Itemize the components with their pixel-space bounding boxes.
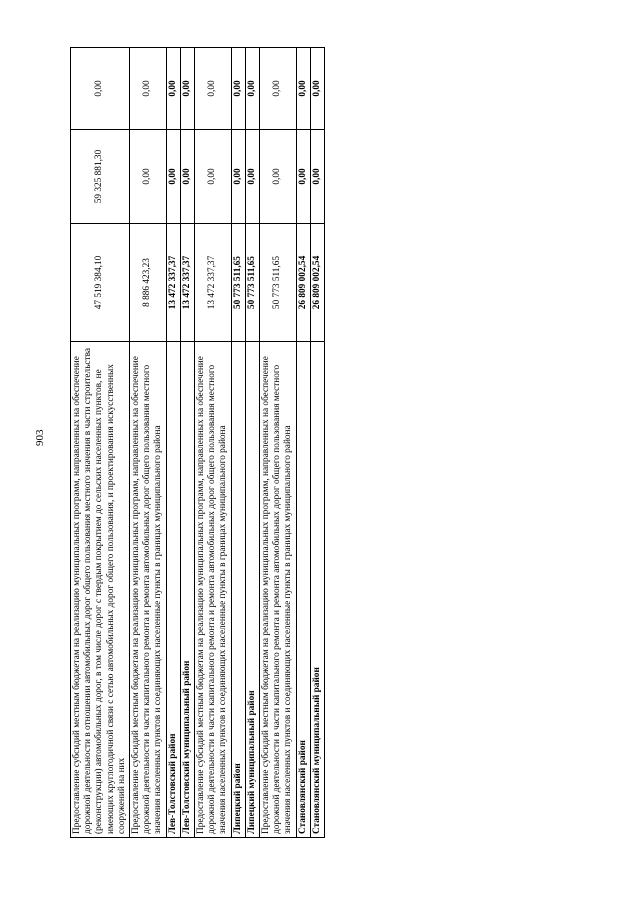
row-value-1: 47 519 384,10	[71, 224, 130, 342]
table-row	[231, 48, 245, 838]
row-value-2: 0,00	[310, 130, 324, 224]
row-value-3: 0,00	[166, 48, 180, 130]
row-value-1: 13 472 337,37	[166, 224, 180, 342]
row-value-2: 0,00	[166, 130, 180, 224]
row-value-3: 0,00	[180, 48, 194, 130]
row-value-3: 0,00	[231, 48, 245, 130]
table-row	[71, 48, 130, 838]
table-row	[260, 48, 297, 838]
budget-table-body	[71, 48, 325, 838]
row-value-1: 8 886 423,23	[130, 224, 167, 342]
row-value-3: 0,00	[310, 48, 324, 130]
row-description: Липецкий район	[231, 342, 245, 838]
row-value-1: 26 809 002,54	[296, 224, 310, 342]
row-value-1: 50 773 511,65	[245, 224, 259, 342]
row-description: Предоставление субсидий местным бюджетам на реализацию муниципальных программ, направленных на обеспечение дорожной деятельности в отношении автомобильных дорог общего пользования местного значения в части строительства (реконструкции) автомобильных дорог, в том числе дорог с твердым покрытием до сельских населенных пунктов, не имеющих круглогодичной связи с сетью автомобильных дорог общего пользования, и проектирования искусственных сооружений на них	[71, 342, 130, 838]
row-value-1: 50 773 511,65	[231, 224, 245, 342]
row-description: Становлянский муниципальный район	[310, 342, 324, 838]
row-value-2: 0,00	[245, 130, 259, 224]
table-row	[195, 48, 232, 838]
table-row	[180, 48, 194, 838]
row-value-3: 0,00	[130, 48, 167, 130]
table-row	[310, 48, 324, 838]
row-value-3: 0,00	[71, 48, 130, 130]
page-number: 903	[34, 429, 46, 446]
row-value-1: 26 809 002,54	[310, 224, 324, 342]
table-row	[245, 48, 259, 838]
row-description: Предоставление субсидий местным бюджетам на реализацию муниципальных программ, направленных на обеспечение дорожной деятельности в части капитального ремонта и ремонта автомобильных дорог общего пользования местного значения населенных пунктов и соединяющих населенные пункты в границах муниципального района	[260, 342, 297, 838]
row-value-1: 13 472 337,37	[180, 224, 194, 342]
table-row	[130, 48, 167, 838]
row-description: Предоставление субсидий местным бюджетам на реализацию муниципальных программ, направленных на обеспечение дорожной деятельности в части капитального ремонта и ремонта автомобильных дорог общего пользования местного значения населенных пунктов и соединяющих населенные пункты в границах муниципального района	[130, 342, 167, 838]
row-description: Предоставление субсидий местным бюджетам на реализацию муниципальных программ, направленных на обеспечение дорожной деятельности в части капитального ремонта и ремонта автомобильных дорог общего пользования местного значения населенных пунктов и соединяющих населенные пункты в границах муниципального района	[195, 342, 232, 838]
row-value-3: 0,00	[195, 48, 232, 130]
row-value-3: 0,00	[245, 48, 259, 130]
row-value-3: 0,00	[296, 48, 310, 130]
row-value-2: 0,00	[195, 130, 232, 224]
row-description: Липецкий муниципальный район	[245, 342, 259, 838]
row-description: Лев-Толстовский район	[166, 342, 180, 838]
row-value-2: 0,00	[180, 130, 194, 224]
row-value-2: 59 325 881,30	[71, 130, 130, 224]
row-value-1: 13 472 337,37	[195, 224, 232, 342]
row-value-3: 0,00	[260, 48, 297, 130]
row-value-2: 0,00	[296, 130, 310, 224]
row-value-1: 50 773 511,65	[260, 224, 297, 342]
row-description: Лев-Толстовский муниципальный район	[180, 342, 194, 838]
row-value-2: 0,00	[231, 130, 245, 224]
row-value-2: 0,00	[260, 130, 297, 224]
row-description: Становлянский район	[296, 342, 310, 838]
budget-table	[70, 47, 325, 838]
table-row	[166, 48, 180, 838]
row-value-2: 0,00	[130, 130, 167, 224]
table-row	[296, 48, 310, 838]
rotated-table-container	[70, 48, 558, 838]
